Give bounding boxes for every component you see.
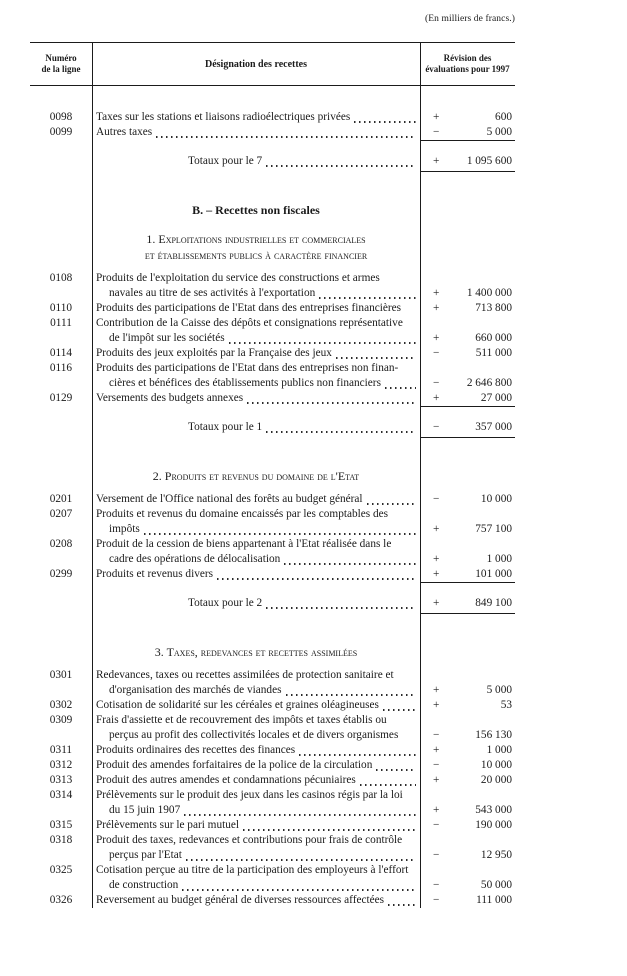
- designation-text: de l'impôt sur les sociétés: [109, 332, 225, 344]
- revision-cell: [420, 803, 515, 818]
- amount: 357 000: [475, 421, 512, 433]
- designation-line: [96, 567, 417, 582]
- unit-note: (En milliers de francs.): [425, 14, 515, 24]
- sign: −: [433, 377, 440, 389]
- sign: +: [433, 568, 440, 580]
- sign: −: [433, 759, 440, 771]
- table-row: [30, 271, 515, 301]
- designation-text: Reversement au budget général de diverses ressources affectées: [96, 894, 385, 906]
- table-header: [30, 43, 515, 86]
- table-row: [30, 863, 515, 893]
- designation-line: [96, 878, 417, 893]
- designation: [92, 154, 420, 169]
- designation-text: Produits et revenus divers: [96, 568, 214, 580]
- designation-text: Produit de la cession de biens appartenant à l'Etat réalisée dans le: [96, 538, 392, 550]
- revision-cell: [420, 728, 515, 743]
- amount-rule: [420, 406, 515, 407]
- designation-line: [96, 110, 417, 125]
- amount: 600: [495, 111, 512, 123]
- amount: 1 000: [486, 553, 512, 565]
- table-row: [30, 391, 515, 406]
- designation-line: [96, 728, 417, 743]
- section-heading-line: 1. Exploitations industrielles et commerciales: [146, 232, 366, 246]
- revision-cell: [420, 110, 515, 125]
- designation: [92, 346, 420, 361]
- designation: [92, 773, 420, 788]
- table-body: [30, 86, 515, 908]
- sign: +: [433, 155, 440, 167]
- designation-line: [96, 286, 417, 301]
- designation-text: Versement de l'Office national des forêts au budget général: [96, 493, 363, 505]
- sign: +: [433, 804, 440, 816]
- sign: +: [433, 774, 440, 786]
- designation: [92, 698, 420, 713]
- amount: 10 000: [480, 493, 512, 505]
- dot-leader: [243, 818, 416, 833]
- amount: 111 000: [476, 894, 512, 906]
- dot-leader: [284, 552, 416, 567]
- designation-line: [96, 668, 417, 683]
- designation-text: cières et bénéfices des établissements publics non financiers: [109, 377, 381, 389]
- section-heading: [92, 231, 420, 263]
- revision-cell: [420, 567, 515, 582]
- designation-line: [96, 492, 417, 507]
- amount-rule: [420, 613, 515, 614]
- part-heading: B. – Recettes non fiscales: [192, 203, 320, 217]
- designation-text: Cotisation de solidarité sur les céréales et graines oléagineuses: [96, 699, 379, 711]
- table-row: [30, 743, 515, 758]
- dot-leader: [360, 773, 416, 788]
- header-designation-label: Désignation des recettes: [204, 58, 308, 70]
- revision-cell: [420, 391, 515, 406]
- designation: [92, 596, 420, 611]
- amount: 660 000: [475, 332, 512, 344]
- dot-leader: [376, 758, 416, 773]
- header-revision: [420, 53, 515, 75]
- total-label: Totaux pour le 2: [188, 597, 263, 609]
- designation-line: [96, 758, 417, 773]
- row-number: 0325: [49, 864, 73, 876]
- designation: [92, 125, 420, 140]
- revision-cell: [420, 758, 515, 773]
- amount-rule: [420, 171, 515, 172]
- sign: −: [433, 126, 440, 138]
- row-number: 0116: [49, 362, 73, 374]
- revision-cell: [420, 522, 515, 537]
- row-number: 0309: [49, 714, 73, 726]
- designation-text: Prélèvements sur le produit des jeux dans les casinos régis par la loi: [96, 789, 403, 801]
- designation-text: Cotisation perçue au titre de la participation des employeurs à l'effort: [96, 864, 409, 876]
- designation: [92, 863, 420, 893]
- sign: +: [433, 699, 440, 711]
- revision-cell: [420, 420, 515, 435]
- table-row: [30, 567, 515, 582]
- designation: [92, 391, 420, 406]
- row-number: 0302: [49, 699, 73, 711]
- designation-line: [96, 376, 417, 391]
- total-row: [30, 154, 515, 169]
- table-row: [30, 773, 515, 788]
- revision-cell: [420, 492, 515, 507]
- designation-line: [96, 552, 417, 567]
- designation-text: Versements des budgets annexes: [96, 392, 244, 404]
- designation-line: [96, 420, 417, 435]
- designation-text: Produits des participations de l'Etat dans des entreprises financières: [96, 302, 402, 314]
- table-row: [30, 110, 515, 125]
- row-number: 0129: [49, 392, 73, 404]
- designation-text: d'organisation des marchés de viandes: [109, 684, 282, 696]
- designation-line: [96, 331, 417, 346]
- designation: [92, 818, 420, 833]
- designation-line: [96, 125, 417, 140]
- designation: [92, 713, 420, 743]
- section-heading: [92, 644, 420, 660]
- designation-line: [96, 316, 417, 331]
- designation-line: [96, 683, 417, 698]
- designation: [92, 743, 420, 758]
- dot-leader: [367, 492, 416, 507]
- revision-cell: [420, 818, 515, 833]
- total-row: [30, 420, 515, 435]
- designation-line: [96, 271, 417, 286]
- row-number: 0299: [49, 568, 73, 580]
- row-number: 0208: [49, 538, 73, 550]
- sign: +: [433, 523, 440, 535]
- table-row: [30, 818, 515, 833]
- amount: 1 400 000: [466, 287, 512, 299]
- table-row: [30, 537, 515, 567]
- designation-text: Produit des taxes, redevances et contributions pour frais de contrôle: [96, 834, 403, 846]
- amount: 27 000: [480, 392, 512, 404]
- designation-line: [96, 346, 417, 361]
- revision-cell: [420, 773, 515, 788]
- amount: 101 000: [475, 568, 512, 580]
- column-divider: [92, 43, 93, 908]
- dot-leader: [266, 154, 416, 169]
- sign: +: [433, 744, 440, 756]
- sign: −: [433, 729, 440, 741]
- revision-cell: [420, 552, 515, 567]
- designation: [92, 301, 420, 316]
- dot-leader: [336, 346, 416, 361]
- designation-text: Produits des participations de l'Etat dans des entreprises non finan-: [96, 362, 399, 374]
- revision-cell: [420, 376, 515, 391]
- sign: −: [433, 879, 440, 891]
- revision-cell: [420, 878, 515, 893]
- revision-cell: [420, 125, 515, 140]
- designation-line: [96, 391, 417, 406]
- designation: [92, 567, 420, 582]
- dot-leader: [229, 331, 416, 346]
- table-row: [30, 301, 515, 316]
- designation-text: Redevances, taxes ou recettes assimilées de protection sanitaire et: [96, 669, 394, 681]
- section-heading-line: et établissements publics à caractère financier: [144, 248, 368, 262]
- designation-text: perçus par l'Etat: [109, 849, 182, 861]
- amount: 5 000: [486, 126, 512, 138]
- designation: [92, 316, 420, 346]
- row-number: 0311: [49, 744, 73, 756]
- amount: 757 100: [475, 523, 512, 535]
- sign: +: [433, 553, 440, 565]
- table-row: [30, 346, 515, 361]
- row-number: 0326: [49, 894, 73, 906]
- amount-rule: [420, 582, 515, 583]
- row-number: 0114: [49, 347, 73, 359]
- table-row: [30, 668, 515, 698]
- row-number: 0313: [49, 774, 73, 786]
- amount: 190 000: [475, 819, 512, 831]
- revision-cell: [420, 683, 515, 698]
- dot-leader: [385, 376, 416, 391]
- row-number: 0312: [49, 759, 73, 771]
- designation: [92, 507, 420, 537]
- sign: −: [433, 421, 440, 433]
- sign: +: [433, 302, 440, 314]
- sign: −: [433, 493, 440, 505]
- header-revision-line1: Révision des: [443, 53, 492, 63]
- designation-text: impôts: [109, 523, 140, 535]
- revision-cell: [420, 331, 515, 346]
- designation-line: [96, 773, 417, 788]
- designation-text: Taxes sur les stations et liaisons radioélectriques privées: [96, 111, 351, 123]
- designation-text: Produits des jeux exploités par la Française des jeux: [96, 347, 332, 359]
- sign: +: [433, 332, 440, 344]
- designation-text: du 15 juin 1907: [109, 804, 181, 816]
- row-number: 0201: [49, 493, 73, 505]
- table-row: [30, 758, 515, 773]
- amount-rule: [420, 140, 515, 141]
- designation-line: [96, 301, 417, 316]
- table-row: [30, 507, 515, 537]
- designation: [92, 833, 420, 863]
- designation-line: [96, 803, 417, 818]
- amount: 156 130: [475, 729, 512, 741]
- sign: −: [433, 849, 440, 861]
- total-row: [30, 596, 515, 611]
- designation-line: [96, 698, 417, 713]
- amount: 1 095 600: [466, 155, 512, 167]
- designation-line: [96, 743, 417, 758]
- amount: 50 000: [480, 879, 512, 891]
- dot-leader: [156, 125, 416, 140]
- amount: 5 000: [486, 684, 512, 696]
- section-heading-line: 2. Produits et revenus du domaine de l'Etat: [152, 469, 360, 483]
- amount: 2 646 800: [466, 377, 512, 389]
- dot-leader: [186, 848, 416, 863]
- header-designation: [92, 59, 420, 70]
- dot-leader: [354, 110, 416, 125]
- amount: 12 950: [480, 849, 512, 861]
- designation-line: [96, 788, 417, 803]
- designation-text: Produits de l'exploitation du service des constructions et armes: [96, 272, 380, 284]
- dot-leader: [299, 743, 416, 758]
- sign: +: [433, 287, 440, 299]
- sign: +: [433, 597, 440, 609]
- receipts-table: [30, 42, 515, 908]
- designation-line: [96, 361, 417, 376]
- dot-leader: [144, 522, 416, 537]
- table-row: [30, 698, 515, 713]
- designation-text: Autres taxes: [96, 126, 153, 138]
- header-numero-line2: de la ligne: [41, 64, 81, 74]
- designation-line: [96, 848, 417, 863]
- header-numero: [30, 53, 92, 75]
- designation: [92, 893, 420, 908]
- revision-cell: [420, 346, 515, 361]
- designation-text: Produit des autres amendes et condamnations pécuniaires: [96, 774, 356, 786]
- designation-line: [96, 537, 417, 552]
- section-heading-line: 3. Taxes, redevances et recettes assimilées: [154, 645, 358, 659]
- table-row: [30, 893, 515, 908]
- designation-line: [96, 893, 417, 908]
- row-number: 0315: [49, 819, 73, 831]
- designation-line: [96, 863, 417, 878]
- dot-leader: [184, 803, 416, 818]
- revision-cell: [420, 698, 515, 713]
- amount: 10 000: [480, 759, 512, 771]
- header-numero-line1: Numéro: [45, 53, 77, 63]
- revision-cell: [420, 848, 515, 863]
- header-revision-line2: évaluations pour 1997: [425, 64, 510, 74]
- designation: [92, 758, 420, 773]
- row-number: 0207: [49, 508, 73, 520]
- sign: −: [433, 894, 440, 906]
- designation-text: Frais d'assiette et de recouvrement des impôts et taxes établis ou: [96, 714, 387, 726]
- revision-cell: [420, 301, 515, 316]
- designation: [92, 420, 420, 435]
- revision-cell: [420, 154, 515, 169]
- revision-cell: [420, 286, 515, 301]
- amount: 849 100: [475, 597, 512, 609]
- designation-line: [96, 507, 417, 522]
- dot-leader: [266, 420, 416, 435]
- designation-text: perçus au profit des collectivités locales et de divers organismes: [109, 729, 399, 741]
- dot-leader: [266, 596, 416, 611]
- designation: [92, 788, 420, 818]
- table-row: [30, 492, 515, 507]
- designation-line: [96, 522, 417, 537]
- designation-line: [96, 833, 417, 848]
- table-row: [30, 361, 515, 391]
- section-heading: [92, 468, 420, 484]
- amount: 511 000: [475, 347, 512, 359]
- table-row: [30, 125, 515, 140]
- row-number: 0318: [49, 834, 73, 846]
- amount: 20 000: [480, 774, 512, 786]
- designation: [92, 271, 420, 301]
- table-row: [30, 833, 515, 863]
- designation: [92, 492, 420, 507]
- column-divider: [420, 43, 421, 908]
- sign: +: [433, 111, 440, 123]
- row-number: 0108: [49, 272, 73, 284]
- sign: +: [433, 684, 440, 696]
- designation-line: [96, 154, 417, 169]
- total-label: Totaux pour le 7: [188, 155, 263, 167]
- designation-text: de construction: [109, 879, 179, 891]
- designation-line: [96, 713, 417, 728]
- designation-text: Produit des amendes forfaitaires de la police de la circulation: [96, 759, 373, 771]
- dot-leader: [286, 683, 417, 698]
- row-number: 0098: [49, 111, 73, 123]
- designation: [92, 668, 420, 698]
- designation-text: navales au titre de ses activités à l'exportation: [109, 287, 316, 299]
- designation-text: Produits ordinaires des recettes des finances: [96, 744, 296, 756]
- total-label: Totaux pour le 1: [188, 421, 263, 433]
- row-number: 0301: [49, 669, 73, 681]
- revision-cell: [420, 743, 515, 758]
- designation-line: [96, 818, 417, 833]
- designation-text: Produits et revenus du domaine encaissés par les comptables des: [96, 508, 389, 520]
- dot-leader: [388, 893, 416, 908]
- table-row: [30, 713, 515, 743]
- designation-line: [96, 596, 417, 611]
- table-row: [30, 316, 515, 346]
- sign: −: [433, 819, 440, 831]
- row-number: 0314: [49, 789, 73, 801]
- designation-text: cadre des opérations de délocalisation: [109, 553, 281, 565]
- revision-cell: [420, 596, 515, 611]
- amount: 713 800: [475, 302, 512, 314]
- dot-leader: [383, 698, 416, 713]
- sign: +: [433, 392, 440, 404]
- amount: 543 000: [475, 804, 512, 816]
- table-row: [30, 788, 515, 818]
- dot-leader: [182, 878, 416, 893]
- amount-rule: [420, 437, 515, 438]
- amount: 1 000: [486, 744, 512, 756]
- designation-text: Prélèvements sur le pari mutuel: [96, 819, 240, 831]
- designation: [92, 537, 420, 567]
- row-number: 0111: [50, 317, 72, 329]
- sign: −: [433, 347, 440, 359]
- designation: [92, 110, 420, 125]
- designation: [92, 361, 420, 391]
- dot-leader: [217, 567, 416, 582]
- dot-leader: [247, 391, 416, 406]
- row-number: 0110: [49, 302, 73, 314]
- row-number: 0099: [49, 126, 73, 138]
- designation-text: Contribution de la Caisse des dépôts et consignations représentative: [96, 317, 403, 329]
- amount: 53: [500, 699, 512, 711]
- dot-leader: [319, 286, 416, 301]
- revision-cell: [420, 893, 515, 908]
